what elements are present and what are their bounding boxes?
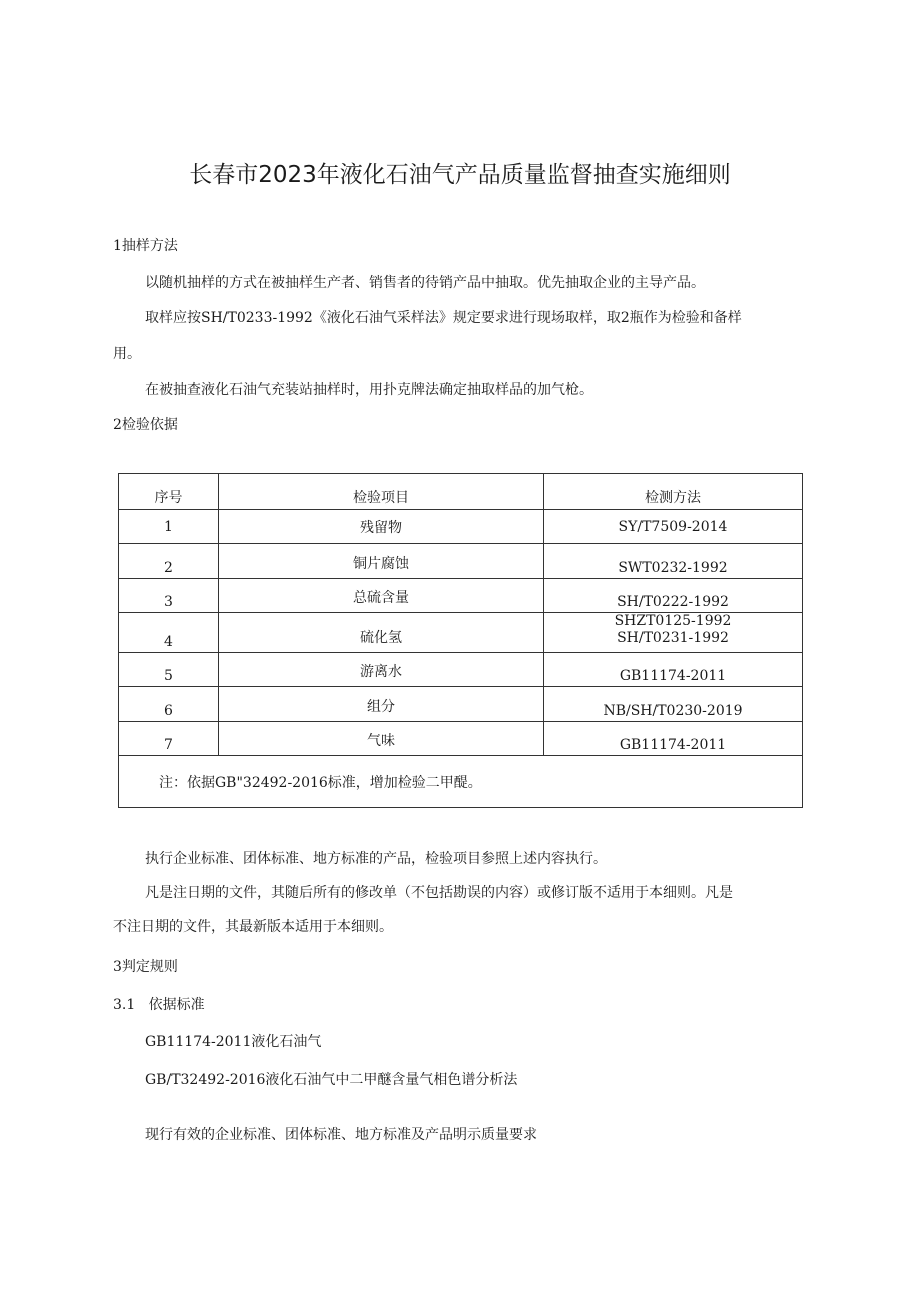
row-method: NB/SH/T0230-2019 xyxy=(544,687,803,722)
table-row xyxy=(119,687,803,722)
standard-item: GB/T32492-2016液化石油气中二甲醚含量气相色谱分析法 xyxy=(145,1072,518,1088)
table-row xyxy=(119,579,803,613)
row-item: 组分 xyxy=(219,687,544,722)
section-2-paragraph: 不注日期的文件，其最新版本适用于本细则。 xyxy=(113,919,393,935)
table-note: 注：依据GB"32492-2016标准，增加检验二甲醍。 xyxy=(119,756,803,808)
row-item: 总硫含量 xyxy=(219,579,544,613)
row-item: 残留物 xyxy=(219,510,544,544)
row-method: SY/T7509-2014 xyxy=(544,510,803,544)
row-no: 1 xyxy=(119,510,219,544)
row-method: GB11174-2011 xyxy=(544,653,803,687)
row-no: 2 xyxy=(119,544,219,579)
row-no: 5 xyxy=(119,653,219,687)
row-no: 7 xyxy=(119,722,219,756)
section-2-paragraph: 执行企业标准、团体标准、地方标准的产品，检验项目参照上述内容执行。 xyxy=(145,851,607,867)
section-1-heading: 1抽样方法 xyxy=(113,238,178,254)
header-no: 序号 xyxy=(119,474,219,510)
table-row xyxy=(119,510,803,544)
section-1-paragraph: 以随机抽样的方式在被抽样生产者、销售者的待销产品中抽取。优先抽取企业的主导产品。 xyxy=(145,275,705,291)
standard-item: GB11174-2011液化石油气 xyxy=(145,1034,322,1050)
row-item: 硫化氢 xyxy=(219,613,544,653)
row-method: GB11174-2011 xyxy=(544,722,803,756)
row-method: SWT0232-1992 xyxy=(544,544,803,579)
header-method: 检测方法 xyxy=(544,474,803,510)
section-1-paragraph: 在被抽查液化石油气充装站抽样时，用扑克牌法确定抽取样品的加气枪。 xyxy=(145,382,593,398)
row-no: 3 xyxy=(119,579,219,613)
row-item: 气味 xyxy=(219,722,544,756)
row-no: 4 xyxy=(119,613,219,653)
table-row xyxy=(119,613,803,653)
inspection-table xyxy=(118,473,803,808)
table-row xyxy=(119,653,803,687)
row-method: SHZT0125-1992 SH/T0231-1992 xyxy=(544,613,803,653)
table-header-row xyxy=(119,474,803,510)
row-item: 游离水 xyxy=(219,653,544,687)
document-title: 长春市2023年液化石油气产品质量监督抽查实施细则 xyxy=(189,162,731,188)
row-no: 6 xyxy=(119,687,219,722)
section-2-heading: 2检验依据 xyxy=(113,417,178,433)
table-row xyxy=(119,544,803,579)
section-2-paragraph: 凡是注日期的文件，其随后所有的修改单（不包括勘误的内容）或修订版不适用于本细则。凡是 xyxy=(145,885,733,901)
section-3-1-heading: 3.1 依据标准 xyxy=(113,997,205,1013)
table-note-row xyxy=(119,756,803,808)
header-item: 检验项目 xyxy=(219,474,544,510)
table-row xyxy=(119,722,803,756)
section-3-heading: 3判定规则 xyxy=(113,959,178,975)
row-method: SH/T0222-1992 xyxy=(544,579,803,613)
standard-item: 现行有效的企业标准、团体标准、地方标准及产品明示质量要求 xyxy=(145,1127,537,1143)
row-item: 铜片腐蚀 xyxy=(219,544,544,579)
section-1-paragraph: 取样应按SH/T0233-1992《液化石油气采样法》规定要求进行现场取样，取2瓶作为检验和备样 xyxy=(145,310,742,326)
section-1-paragraph: 用。 xyxy=(113,346,141,362)
